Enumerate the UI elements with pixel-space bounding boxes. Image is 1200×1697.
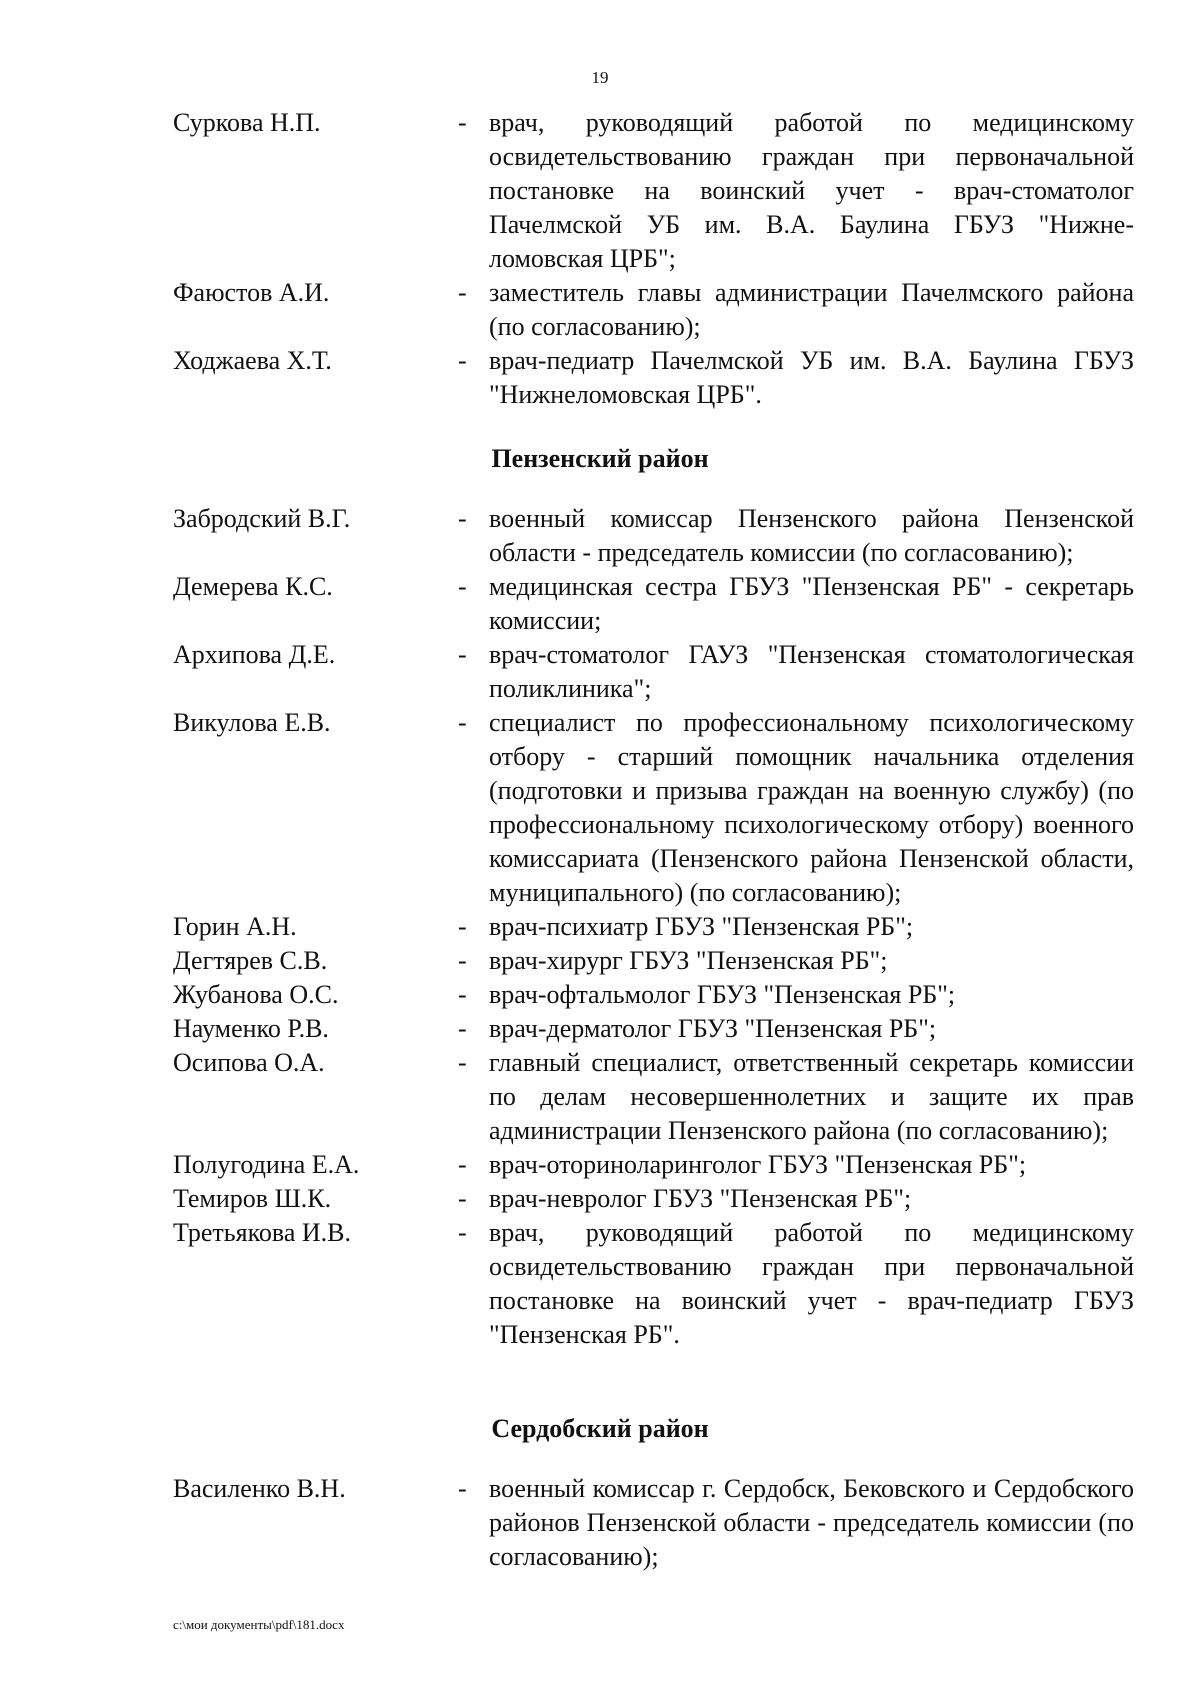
dash-separator: - bbox=[458, 1150, 467, 1179]
member-name: Викулова Е.В. bbox=[173, 708, 331, 737]
member-role: медицинская сестра ГБУЗ "Пензенская РБ" - секретарь комиссии; bbox=[489, 572, 1134, 635]
member-entry bbox=[0, 1216, 1200, 1352]
member-role: врач-хирург ГБУЗ "Пензенская РБ"; bbox=[489, 946, 888, 975]
member-role: врач, руководящий работой по медицинскому освидетельствованию граждан при первоначальной постановке на воинский учет - врач-педиатр ГБУЗ "Пензенская РБ". bbox=[489, 1218, 1134, 1349]
section-heading: Пензенский район bbox=[491, 444, 709, 473]
section-serdobsk-district bbox=[0, 1472, 1200, 1574]
member-role: главный специалист, ответственный секретарь комиссии по делам несовершеннолетних и защите их прав администрации Пензенского района (по согласованию); bbox=[489, 1048, 1134, 1145]
dash-separator: - bbox=[458, 572, 467, 601]
dash-separator: - bbox=[458, 346, 467, 375]
page-number: 19 bbox=[591, 68, 609, 87]
section-pachelma-continuation bbox=[0, 106, 1200, 412]
member-name: Забродский В.Г. bbox=[173, 504, 351, 533]
member-entry bbox=[0, 344, 1200, 412]
member-name: Темиров Ш.К. bbox=[173, 1184, 332, 1213]
member-name: Ходжаева Х.Т. bbox=[173, 346, 332, 375]
dash-separator: - bbox=[458, 1184, 467, 1213]
member-role: заместитель главы администрации Пачелмского района (по согласованию); bbox=[489, 278, 1134, 341]
member-name: Жубанова О.С. bbox=[173, 980, 339, 1009]
dash-separator: - bbox=[458, 980, 467, 1009]
member-name: Демерева К.С. bbox=[173, 572, 333, 601]
dash-separator: - bbox=[458, 640, 467, 669]
member-entry bbox=[0, 638, 1200, 706]
member-role: военный комиссар г. Сердобск, Бековского и Сердобского районов Пензенской области - председатель комиссии (по согласованию); bbox=[489, 1474, 1134, 1571]
dash-separator: - bbox=[458, 108, 467, 137]
dash-separator: - bbox=[458, 504, 467, 533]
member-name: Осипова О.А. bbox=[173, 1048, 325, 1077]
member-name: Полугодина Е.А. bbox=[173, 1150, 360, 1179]
member-role: врач, руководящий работой по медицинскому освидетельствованию граждан при первоначальной постановке на воинский учет - врач-стоматолог Пачелмской УБ им. В.А. Баулина ГБУЗ "Нижне-ломовская ЦРБ"; bbox=[489, 108, 1134, 273]
dash-separator: - bbox=[458, 708, 467, 737]
member-entry bbox=[0, 570, 1200, 638]
dash-separator: - bbox=[458, 946, 467, 975]
member-name: Науменко Р.В. bbox=[173, 1014, 329, 1043]
member-entry bbox=[0, 1046, 1200, 1148]
member-role: специалист по профессиональному психологическому отбору - старший помощник начальника отделения (подготовки и призыва граждан на военную службу) (по профессиональному психологическому отбору) военного комиссариата (Пензенского района Пензенской области, муниципального) (по согласованию); bbox=[489, 708, 1134, 907]
member-role: врач-педиатр Пачелмской УБ им. В.А. Баулина ГБУЗ "Нижнеломовская ЦРБ". bbox=[489, 346, 1134, 409]
section-heading: Сердобский район bbox=[491, 1414, 709, 1443]
member-entry bbox=[0, 978, 1200, 1012]
member-entry bbox=[0, 1012, 1200, 1046]
member-entry bbox=[0, 1472, 1200, 1574]
member-entry bbox=[0, 944, 1200, 978]
dash-separator: - bbox=[458, 912, 467, 941]
member-role: военный комиссар Пензенского района Пензенской области - председатель комиссии (по согласованию); bbox=[489, 504, 1134, 567]
member-role: врач-невролог ГБУЗ "Пензенская РБ"; bbox=[489, 1184, 912, 1213]
member-entry bbox=[0, 502, 1200, 570]
member-role: врач-дерматолог ГБУЗ "Пензенская РБ"; bbox=[489, 1014, 937, 1043]
file-path-footer: c:\мои документы\pdf\181.docx bbox=[173, 1617, 345, 1632]
member-name: Третьякова И.В. bbox=[173, 1218, 352, 1247]
member-entry bbox=[0, 910, 1200, 944]
member-entry bbox=[0, 276, 1200, 344]
member-role: врач-психиатр ГБУЗ "Пензенская РБ"; bbox=[489, 912, 914, 941]
member-entry bbox=[0, 1148, 1200, 1182]
dash-separator: - bbox=[458, 1014, 467, 1043]
member-name: Василенко В.Н. bbox=[173, 1474, 346, 1503]
member-name: Суркова Н.П. bbox=[173, 108, 321, 137]
member-entry bbox=[0, 706, 1200, 910]
member-name: Горин А.Н. bbox=[173, 912, 297, 941]
member-role: врач-офтальмолог ГБУЗ "Пензенская РБ"; bbox=[489, 980, 956, 1009]
member-role: врач-стоматолог ГАУЗ "Пензенская стоматологическая поликлиника"; bbox=[489, 640, 1134, 703]
member-entry bbox=[0, 106, 1200, 276]
dash-separator: - bbox=[458, 1218, 467, 1247]
member-role: врач-оториноларинголог ГБУЗ "Пензенская РБ"; bbox=[489, 1150, 1027, 1179]
section-penza-district bbox=[0, 502, 1200, 1352]
dash-separator: - bbox=[458, 1474, 467, 1503]
member-name: Фаюстов А.И. bbox=[173, 278, 330, 307]
dash-separator: - bbox=[458, 278, 467, 307]
member-name: Архипова Д.Е. bbox=[173, 640, 336, 669]
member-entry bbox=[0, 1182, 1200, 1216]
dash-separator: - bbox=[458, 1048, 467, 1077]
member-name: Дегтярев С.В. bbox=[173, 946, 328, 975]
